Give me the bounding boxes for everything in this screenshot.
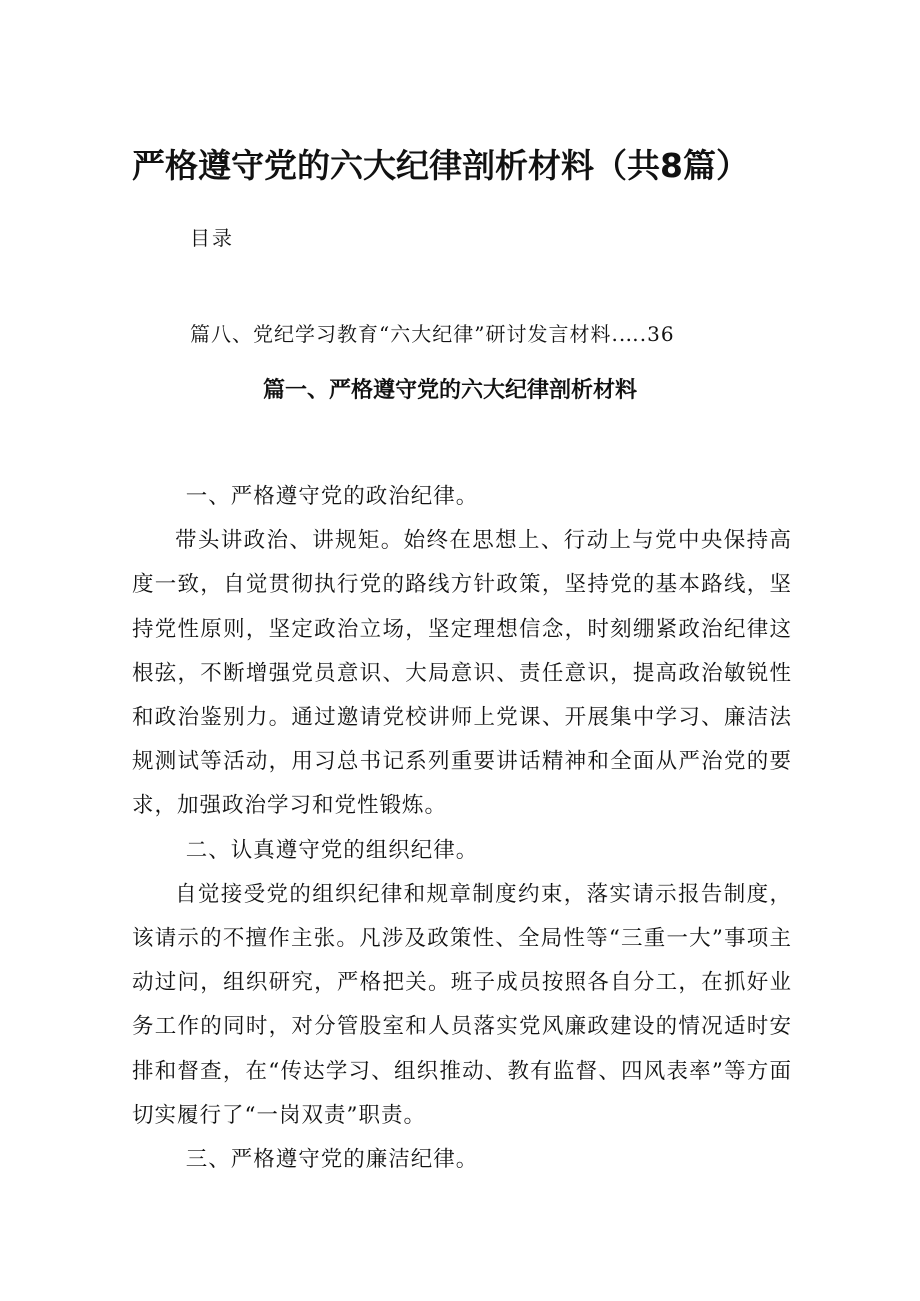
section-heading-political: 一、严格遵守党的政治纪律。 bbox=[185, 484, 479, 509]
toc-label: 目录 bbox=[190, 226, 234, 250]
section-heading-organizational: 二、认真遵守党的组织纪律。 bbox=[185, 837, 479, 863]
toc-entry: 篇八、党纪学习教育“六大纪律”研讨发言材料.….36 bbox=[190, 322, 675, 346]
section-title: 篇一、严格遵守党的六大纪律剖析材料 bbox=[263, 378, 638, 403]
document-title: 严格遵守党的六大纪律剖析材料（共8篇） bbox=[132, 146, 749, 185]
document-body bbox=[132, 475, 792, 1182]
paragraph-political: 带头讲政治、讲规矩。始终在思想上、行动上与党中央保持高度一致，自觉贯彻执行党的路线方针政策，坚持党的基本路线，坚持党性原则，坚定政治立场，坚定理想信念，时刻绷紧政治纪律这根弦，不断增强党员意识、大局意识、责任意识，提高政治敏锐性和政治鉴别力。通过邀请党校讲师上党课、开展集中学习、廉洁法规测试等活动，用习总书记系列重要讲话精神和全面从严治党的要求，加强政治学习和党性锻炼。 bbox=[132, 528, 792, 819]
paragraph-organizational: 自觉接受党的组织纪律和规章制度约束，落实请示报告制度，该请示的不擅作主张。凡涉及政策性、全局性等“三重一大”事项主动过问，组织研究，严格把关。班子成员按照各自分工，在抓好业务工作的同时，对分管股室和人员落实党风廉政建设的情况适时安排和督查，在“传达学习、组织推动、教有监督、四风表率”等方面切实履行了“一岗双责”职责。 bbox=[132, 881, 792, 1128]
section-heading-integrity: 三、严格遵守党的廉洁纪律。 bbox=[185, 1147, 479, 1173]
